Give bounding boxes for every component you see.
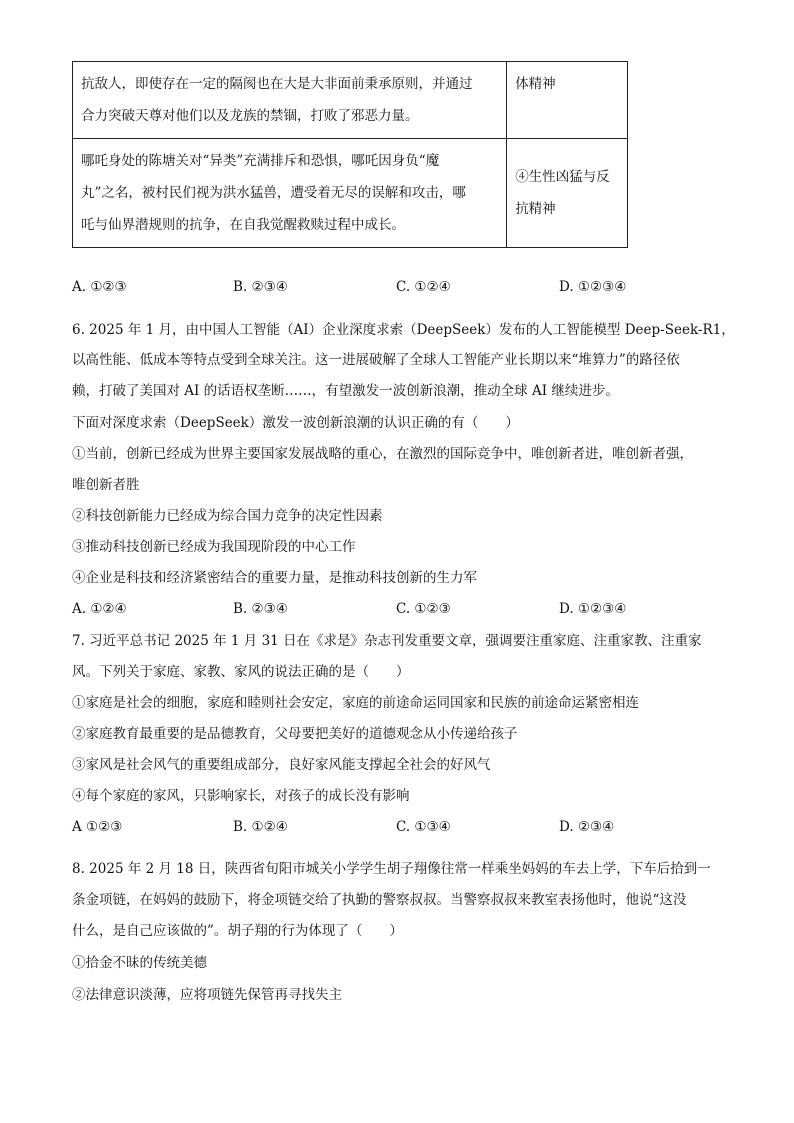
q7-item-4: ④每个家庭的家风，只影响家长，对孩子的成长没有影响 bbox=[72, 788, 410, 804]
cell-text-line: 抗敌人，即使存在一定的隔阂也在大是大非面前秉承原则，并通过 bbox=[81, 76, 473, 92]
cell-text-line: 哪吒身处的陈塘关对“异类”充满排斥和恐惧，哪吒因身负“魔 bbox=[81, 153, 440, 169]
q8-stem-line: 8. 2025 年 2 月 18 日，陕西省旬阳市城关小学学生胡子翔像往常一样乘坐妈妈的车去上学，下车后拾到一 bbox=[72, 861, 711, 877]
q7-stem-line: 风。下列关于家庭、家教、家风的说法正确的是（ ） bbox=[72, 664, 410, 680]
option-b: B. ①②④ bbox=[233, 819, 288, 835]
cell-text-line: 吒与仙界潜规则的抗争，在自我觉醒救赎过程中成长。 bbox=[81, 217, 405, 233]
q6-stem-line: 以高性能、低成本等特点受到全球关注。这一进展破解了全球人工智能产业长期以来“堆算力”的路径依 bbox=[72, 352, 680, 368]
q7-item-2: ②家庭教育最重要的是品德教育，父母要把美好的道德观念从小传递给孩子 bbox=[72, 726, 518, 742]
option-a: A. ①②④ bbox=[72, 601, 127, 617]
comparison-table bbox=[72, 61, 628, 248]
option-b: B. ②③④ bbox=[233, 279, 288, 295]
q6-item-1-cont: 唯创新者胜 bbox=[72, 477, 140, 493]
option-d: D. ①②③④ bbox=[559, 279, 627, 295]
cell-text-line: 体精神 bbox=[515, 76, 556, 92]
q6-item-1: ①当前，创新已经成为世界主要国家发展战略的重心，在激烈的国际竞争中，唯创新者进，唯创新者强， bbox=[72, 446, 693, 462]
table-cell-description bbox=[73, 62, 507, 139]
table-row bbox=[73, 62, 628, 139]
q8-item-1: ①拾金不昧的传统美德 bbox=[72, 955, 207, 971]
option-c: C. ①③④ bbox=[396, 819, 451, 835]
q7-item-3: ③家风是社会风气的重要组成部分，良好家风能支撑起全社会的好风气 bbox=[72, 757, 491, 773]
q8-stem-line: 什么，是自己应该做的”。胡子翔的行为体现了（ ） bbox=[72, 923, 403, 939]
option-a: A ①②③ bbox=[72, 819, 123, 835]
option-d: D. ①②③④ bbox=[559, 601, 627, 617]
option-a: A. ①②③ bbox=[72, 279, 127, 295]
table-cell-spirit bbox=[507, 139, 628, 248]
q6-prompt: 下面对深度求索（DeepSeek）激发一波创新浪潮的认识正确的有（ ） bbox=[72, 415, 519, 431]
q6-stem-line: 赖，打破了美国对 AI 的话语权垄断……，有望激发一波创新浪潮，推动全球 AI 继续进步。 bbox=[72, 383, 619, 399]
option-c: C. ①②④ bbox=[396, 279, 451, 295]
option-b: B. ②③④ bbox=[233, 601, 288, 617]
cell-text-line: ④生性凶猛与反 bbox=[515, 169, 610, 185]
q5-options bbox=[72, 277, 652, 297]
q6-options bbox=[72, 599, 652, 619]
q6-item-3: ③推动科技创新已经成为我国现阶段的中心工作 bbox=[72, 539, 356, 555]
cell-text-line: 丸”之名，被村民们视为洪水猛兽，遭受着无尽的误解和攻击，哪 bbox=[81, 185, 466, 201]
q6-stem-line: 6. 2025 年 1 月，由中国人工智能（AI）企业深度求索（DeepSeek）发布的人工智能模型 Deep-Seek-R1， bbox=[72, 322, 735, 338]
table-cell-description bbox=[73, 139, 507, 248]
q6-item-2: ②科技创新能力已经成为综合国力竞争的决定性因素 bbox=[72, 508, 383, 524]
q6-item-4: ④企业是科技和经济紧密结合的重要力量，是推动科技创新的生力军 bbox=[72, 570, 477, 586]
q8-stem-line: 条金项链，在妈妈的鼓励下，将金项链交给了执勤的警察叔叔。当警察叔叔来教室表扬他时，他说“这没 bbox=[72, 892, 687, 908]
q7-stem-line: 7. 习近平总书记 2025 年 1 月 31 日在《求是》杂志刊发重要文章，强调要注重家庭、注重家教、注重家 bbox=[72, 633, 702, 649]
q8-item-2: ②法律意识淡薄，应将项链先保管再寻找失主 bbox=[72, 987, 342, 1003]
q7-item-1: ①家庭是社会的细胞，家庭和睦则社会安定，家庭的前途命运同国家和民族的前途命运紧密相连 bbox=[72, 695, 639, 711]
table-cell-spirit bbox=[507, 62, 628, 139]
cell-text-line: 合力突破天尊对他们以及龙族的禁锢，打败了邪恶力量。 bbox=[81, 108, 419, 124]
table-row bbox=[73, 139, 628, 248]
cell-text-line: 抗精神 bbox=[515, 201, 556, 217]
option-d: D. ②③④ bbox=[559, 819, 615, 835]
option-c: C. ①②③ bbox=[396, 601, 451, 617]
q7-options bbox=[72, 817, 652, 837]
